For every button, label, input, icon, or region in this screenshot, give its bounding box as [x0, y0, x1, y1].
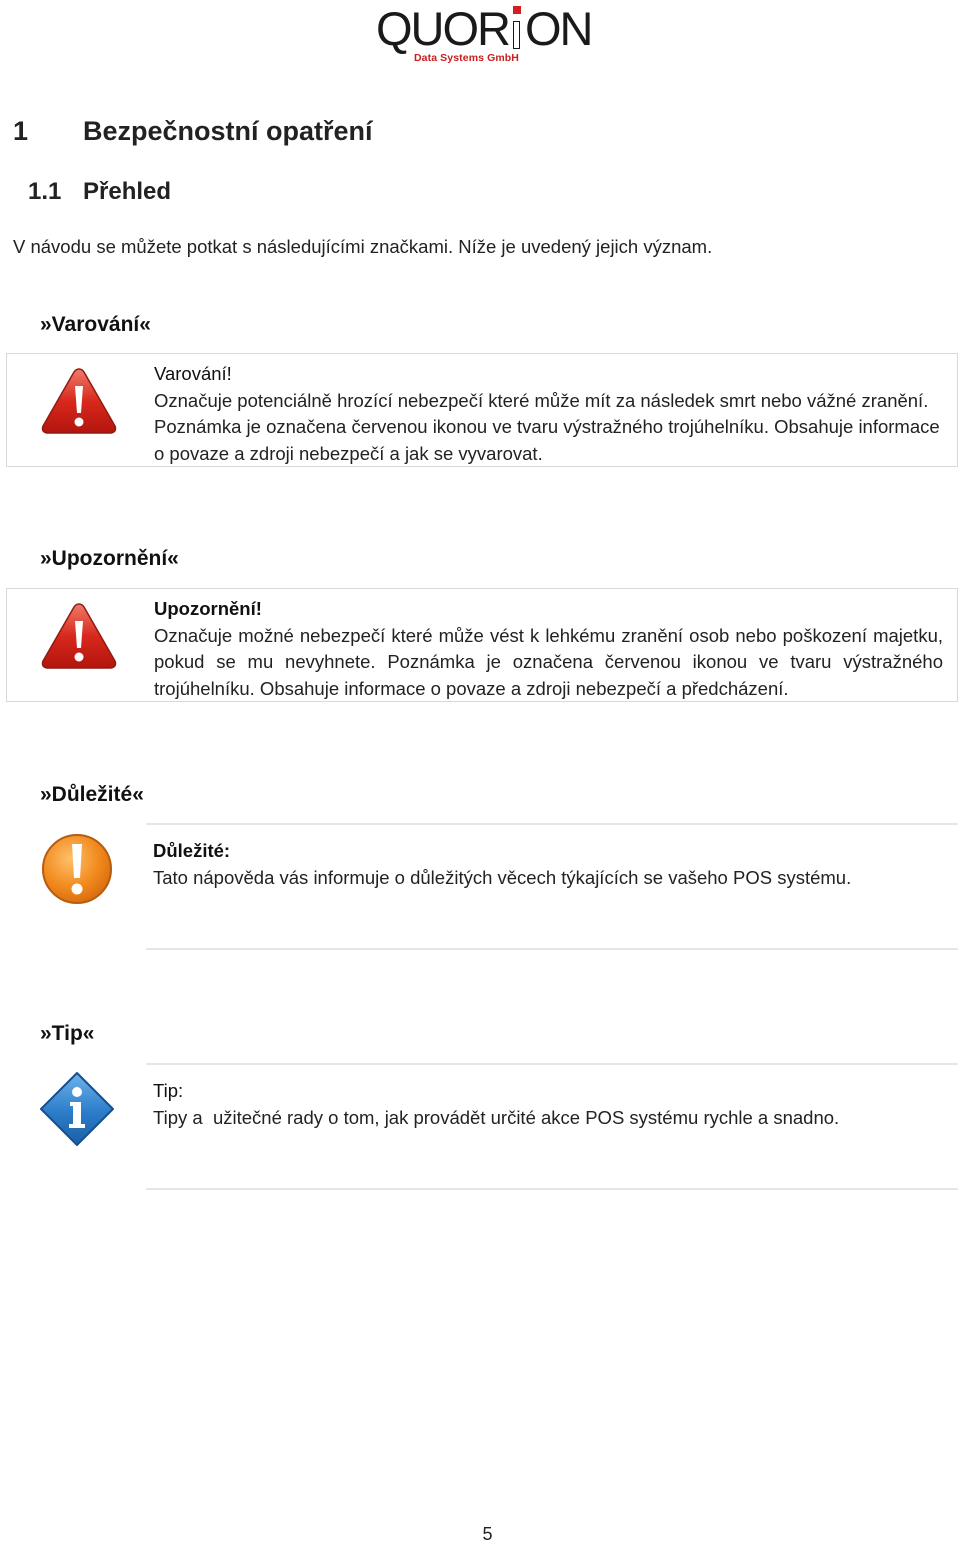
- chapter-number: 1: [13, 116, 29, 146]
- logo-text-right: ON: [525, 2, 592, 55]
- warning-note-text: [154, 361, 943, 467]
- caution-triangle-icon: [40, 601, 118, 671]
- exclamation-circle-icon: [40, 832, 114, 906]
- tip-section-title: »Tip«: [40, 1022, 95, 1045]
- important-top-rule: [146, 823, 958, 825]
- caution-body: Označuje možné nebezpečí které může vést k lehkému zranění osob nebo poškození majetku, pokud se mu nevyhnete. Poznámka je označena červenou ikonou ve tvaru výstražného trojúhelníku. Obsahuje informace o povaze a zdroji nebezpečí a předcházení.: [154, 624, 943, 699]
- company-logo: [0, 0, 960, 70]
- caution-note-text: [154, 596, 943, 702]
- logo-text-left: QUOR: [376, 2, 509, 55]
- warning-label: Varování!: [154, 363, 232, 384]
- chapter-title: Bezpečnostní opatření: [83, 116, 373, 146]
- caution-label: Upozornění!: [154, 598, 262, 619]
- intro-paragraph: V návodu se můžete potkat s následujícími značkami. Níže je uvedený jejich význam.: [13, 236, 713, 257]
- important-body: Tato nápověda vás informuje o důležitých věcech týkajících se vašeho POS systému.: [153, 866, 852, 888]
- warning-section-title: »Varování«: [40, 313, 151, 336]
- tip-label: Tip:: [153, 1080, 184, 1101]
- important-note-text: [153, 838, 943, 891]
- caution-note-box: [6, 588, 958, 702]
- chapter-heading: [13, 116, 373, 147]
- warning-body: Označuje potenciálně hrozící nebezpečí které může mít za následek smrt nebo vážné zranění. Poznámka je označena červenou ikonou ve tvaru výstražného trojúhelníku. Obsahuje informace o povaze a zdroji nebezpečí a jak se vyvarovat.: [154, 389, 940, 464]
- tip-note-text: [153, 1078, 943, 1131]
- tip-top-rule: [146, 1063, 958, 1065]
- tip-bottom-rule: [146, 1188, 958, 1190]
- page-number: 5: [482, 1524, 493, 1544]
- logo-i-glyph: [509, 6, 525, 52]
- important-section-title: »Důležité«: [40, 783, 144, 806]
- section-number: 1.1: [28, 178, 62, 205]
- logo-wordmark: [376, 2, 600, 55]
- important-bottom-rule: [146, 948, 958, 950]
- warning-note-box: [6, 353, 958, 467]
- tip-body: Tipy a užitečné rady o tom, jak provádět určité akce POS systému rychle a snadno.: [153, 1106, 840, 1128]
- important-label: Důležité:: [153, 840, 231, 861]
- info-diamond-icon: [38, 1070, 116, 1148]
- warning-triangle-icon: [40, 366, 118, 436]
- section-heading: [28, 178, 171, 206]
- section-title: Přehled: [83, 178, 172, 205]
- caution-section-title: »Upozornění«: [40, 547, 179, 570]
- logo-subtitle: Data Systems GmbH: [414, 52, 519, 64]
